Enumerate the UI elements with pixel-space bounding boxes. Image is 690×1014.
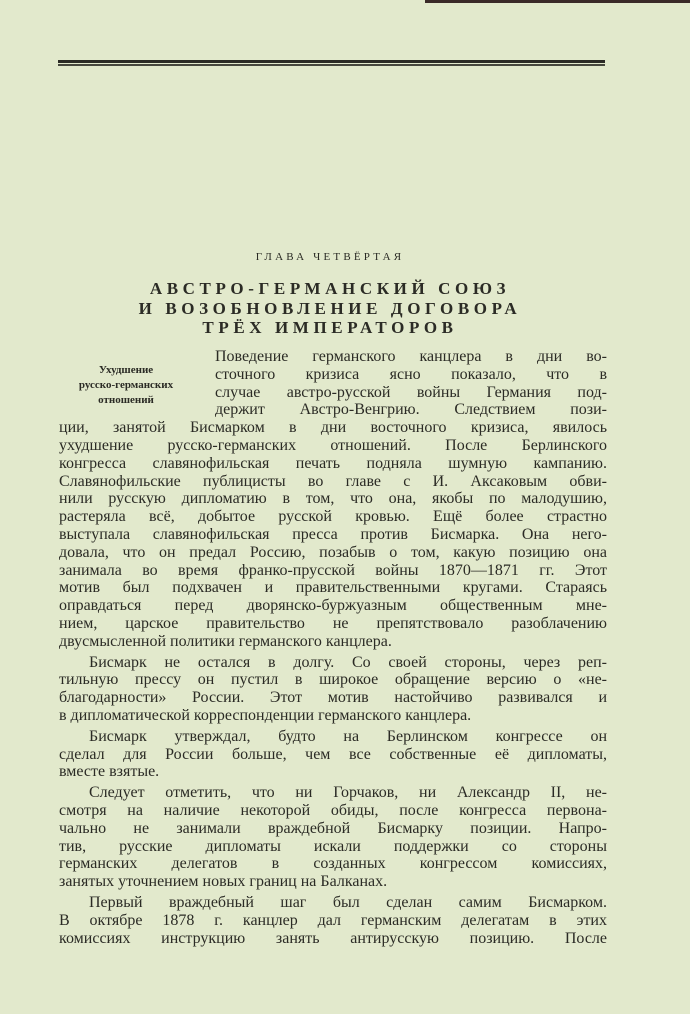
scan-edge-strip (425, 0, 690, 3)
title-line: АВСТРО-ГЕРМАНСКИЙ СОЮЗ (149, 279, 511, 298)
text-line: мотив был подхвачен и правительственными кругами. Стараясь (59, 579, 607, 597)
text-line: ухудшение русско-германских отношений. После Берлинского (59, 436, 607, 454)
text-line: вместе взятые. (59, 763, 160, 781)
text-line: случае австро-русской войны Германия под- (215, 383, 607, 401)
paragraph (59, 654, 607, 725)
header-rule (58, 60, 605, 66)
text-line: нили русскую дипломатию в том, что она, якобы по малодушию, (59, 490, 607, 508)
chapter-title (0, 279, 660, 338)
body-text (59, 348, 607, 947)
text-line: конгресса славянофильская печать подняла шумную кампанию. (59, 454, 607, 472)
text-line: держит Австро-Венгрию. Следствием пози- (215, 401, 607, 419)
text-line: выступала славянофильская пресса против Бисмарка. Она него- (59, 525, 607, 543)
paragraph (59, 894, 607, 947)
text-line: тильную прессу он пустил в широкое обращение версию о «не- (59, 671, 607, 689)
text-line: тив, русские дипломаты искали поддержки со стороны (59, 837, 607, 855)
text-line: двусмысленной политики германского канцлера. (59, 632, 392, 650)
text-line: сделал для России больше, чем все собственные её дипломаты, (59, 745, 607, 763)
text-line: комиссиях инструкцию занять антирусскую позицию. После (59, 929, 607, 947)
text-line: занятых уточнением новых границ на Балканах. (59, 873, 388, 891)
text-line: германских делегатов в созданных конгрессом комиссиях, (59, 855, 607, 873)
chapter-label: ГЛАВА ЧЕТВЁРТАЯ (255, 251, 405, 263)
text-line: сточного кризиса ясно показало, что в (215, 365, 607, 383)
text-line: нием, царское правительство не препятствовало разоблачению (59, 614, 607, 632)
text-line: Следует отметить, что ни Горчаков, ни Александр II, не- (89, 784, 607, 802)
text-line: растеряла всё, добытое русской кровью. Ещё более страстно (59, 508, 607, 526)
text-line: Славянофильские публицисты во главе с И. Аксаковым обви- (59, 472, 607, 490)
text-line: в дипломатической корреспонденции германского канцлера. (59, 706, 472, 724)
text-line: Первый враждебный шаг был сделан самим Бисмарком. (89, 893, 607, 911)
text-line: чально не занимали враждебной Бисмарку позиции. Напро- (59, 819, 607, 837)
text-line: В октябре 1878 г. канцлер дал германским делегатам в этих (59, 911, 607, 929)
text-line: ции, занятой Бисмарком в дни восточного кризиса, явилось (59, 419, 607, 437)
title-line: И ВОЗОБНОВЛЕНИЕ ДОГОВОРА (138, 298, 522, 318)
paragraph (59, 784, 607, 891)
text-line: смотря на наличие некоторой обиды, после конгресса первона- (59, 801, 607, 819)
text-line: Бисмарк не остался в долгу. Со своей стороны, через реп- (89, 653, 607, 671)
margin-note-line: Ухудшение (98, 364, 154, 376)
title-line: ТРЁХ ИМПЕРАТОРОВ (202, 318, 458, 337)
margin-note-line: русско-германских (78, 379, 174, 391)
margin-note-line: отношений (98, 394, 154, 406)
paragraph (59, 348, 607, 651)
paragraph (59, 728, 607, 781)
text-line: оправдаться перед дворянско-буржуазным общественным мне- (59, 597, 607, 615)
text-line: благодарности» России. Этот мотив настойчиво развивался и (59, 689, 607, 707)
text-line: Бисмарк утверждал, будто на Берлинском конгрессе он (89, 727, 607, 745)
text-line: занимала во время франко-прусской войны 1870—1871 гг. Этот (59, 561, 607, 579)
text-line: Поведение германского канцлера в дни во- (215, 348, 607, 365)
text-line: довала, что он предал Россию, позабыв о том, какую позицию она (59, 543, 607, 561)
